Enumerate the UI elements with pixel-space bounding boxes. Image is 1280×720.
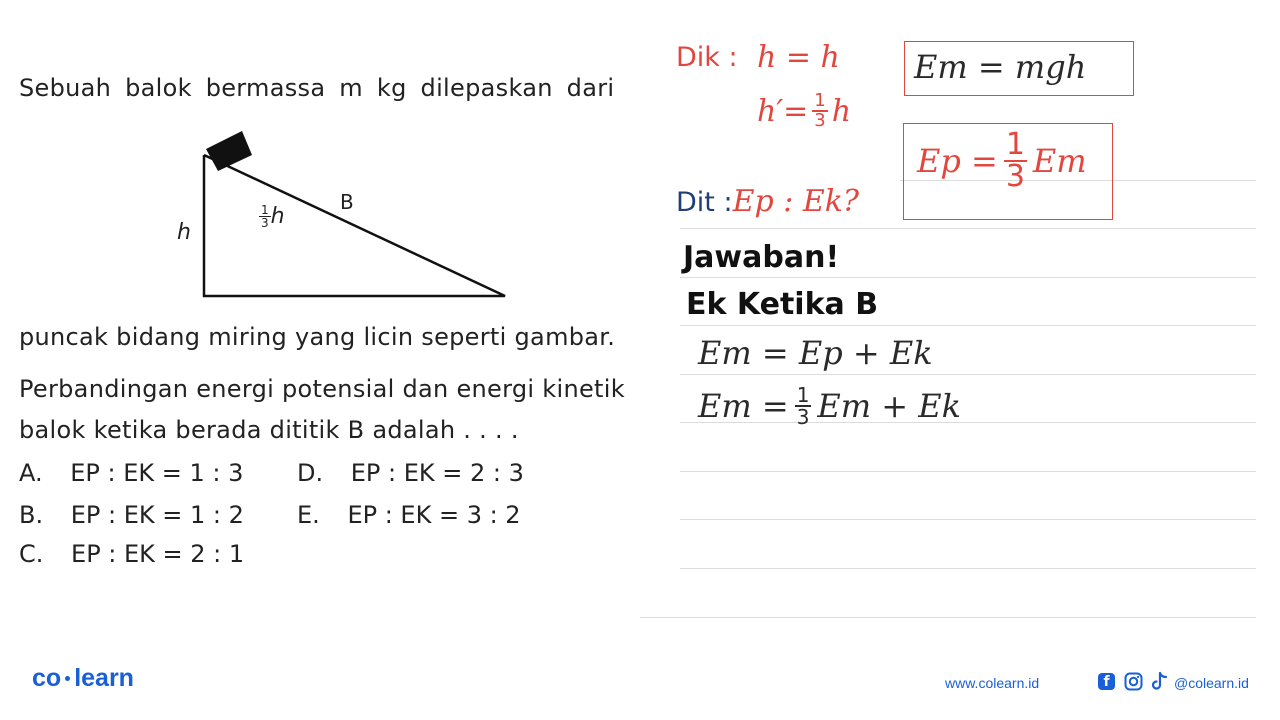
ruled-line <box>640 617 1256 618</box>
option-c[interactable] <box>19 540 244 568</box>
option-letter: A. <box>19 459 43 487</box>
option-text: EP : EK = 1 : 3 <box>70 459 244 487</box>
option-letter: B. <box>19 501 44 529</box>
option-text: EP : EK = 3 : 2 <box>347 501 521 529</box>
ruled-line <box>680 568 1256 569</box>
ruled-line <box>680 471 1256 472</box>
option-d[interactable] <box>297 459 524 487</box>
ek-ketika-b-heading: Ek Ketika B <box>686 287 879 322</box>
option-letter: E. <box>297 501 320 529</box>
option-text: EP : EK = 2 : 1 <box>71 540 245 568</box>
facebook-icon[interactable]: f <box>1098 673 1115 690</box>
option-e[interactable] <box>297 501 521 529</box>
ruled-line <box>680 228 1256 229</box>
logo-co: co <box>32 664 62 692</box>
jawaban-heading: Jawaban! <box>683 240 840 275</box>
social-handle[interactable]: @colearn.id <box>1174 675 1249 691</box>
figure-label-third-h: $\frac{1}{3}$ h <box>261 203 285 230</box>
figure-label-h: h <box>177 220 191 245</box>
instagram-icon[interactable] <box>1124 672 1143 691</box>
em-formula: Em = mgh <box>914 48 1087 86</box>
option-text: EP : EK = 2 : 3 <box>350 459 524 487</box>
logo-dot <box>65 676 70 681</box>
dik-eq-h-prime: h′= $\frac{1}{3}$ h <box>757 90 852 131</box>
ruled-line <box>680 325 1256 326</box>
option-letter: C. <box>19 540 44 568</box>
ruled-line <box>680 519 1256 520</box>
dik-label: Dik : <box>676 42 738 73</box>
dit-line: Dit : Ep : Ek? <box>676 184 860 219</box>
option-b[interactable] <box>19 501 244 529</box>
tiktok-icon[interactable] <box>1152 671 1168 691</box>
question-line-2: puncak bidang miring yang licin seperti gambar. <box>19 323 616 351</box>
incline-triangle <box>204 155 505 296</box>
logo-learn: learn <box>74 664 134 692</box>
option-text: EP : EK = 1 : 2 <box>70 501 244 529</box>
ruled-line <box>680 277 1256 278</box>
website-link[interactable]: www.colearn.id <box>945 675 1040 691</box>
incline-figure <box>170 125 515 305</box>
question-line-1: Sebuah balok bermassa m kg dilepaskan dari <box>19 74 615 102</box>
energy-eq-2: Em = $\frac{1}{3}$ Em + Ek <box>698 383 962 429</box>
colearn-logo[interactable] <box>32 664 134 693</box>
block-shape <box>206 131 252 171</box>
option-letter: D. <box>297 459 324 487</box>
question-line-3: Perbandingan energi potensial dan energi kinetik <box>19 375 625 403</box>
figure-label-B: B <box>340 190 354 214</box>
dik-eq-h: h = h <box>757 40 840 75</box>
question-line-4: balok ketika berada dititik B adalah . . . . <box>19 416 519 444</box>
option-a[interactable] <box>19 459 243 487</box>
energy-eq-1: Em = Ep + Ek <box>698 334 933 372</box>
ruled-line <box>680 374 1256 375</box>
ep-formula: Ep = $\frac{1}{3}$ Em <box>917 127 1087 194</box>
